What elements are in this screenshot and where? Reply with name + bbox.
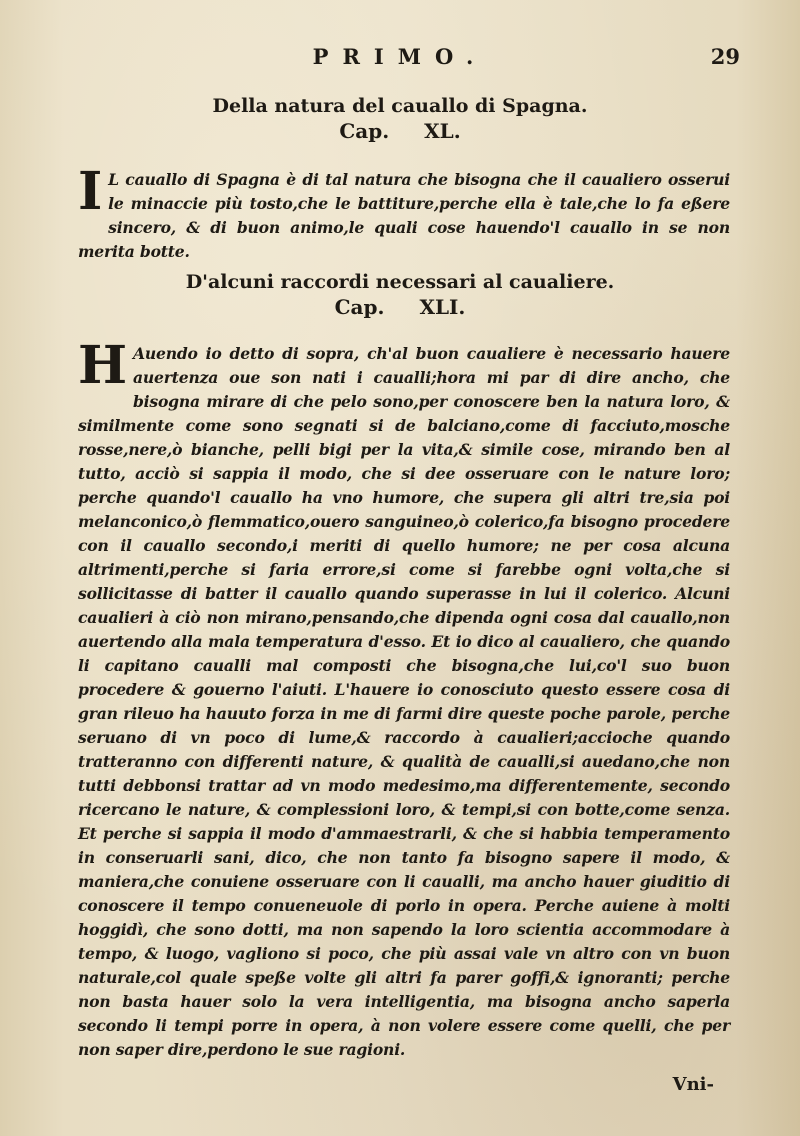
chapter-40-cap [0,119,800,143]
page-number: 29 [710,44,740,69]
chapter-41-body [78,335,730,1062]
chapter-41-cap-label: Cap. [334,295,385,319]
catchword: Vni- [672,1074,714,1095]
chapter-41-cap-number: XLI. [419,295,466,319]
chapter-40-title: Della natura del cauallo di Spagna. [212,95,588,117]
chapter-41-text: Auendo io detto di sopra, ch'al buon caualiere è necessario hauere auertenza oue son nati i caualli;hora mi par di dire ancho, che bisogna mirare di che pelo sono,per conoscere ben la natura loro, & similmente come sono segnati si de balciano,come di facciuto,mosche rosse,nere,ò bianche, pelli bigi per la vita,& simile cose, mirando ben al tutto, acciò si sappia il modo, che si dee osseruare con le nature loro; perche quando'l cauallo ha vno humore, che supera gli altri tre,sia poi melanconico,ò flemmatico,ouero sanguineo,ò colerico,fa bisogno procedere con il cauallo secondo,i meriti di quello humore; ne per cosa alcuna altrimenti,perche si faria errore,si come si farebbe ogni volta,che si sollicitasse di batter il cauallo quando superasse in lui il colerico. Alcuni caualieri à ciò non mirano,pensando,che dipenda ogni cosa dal cauallo,non auertendo alla mala temperatura d'esso. Et io dico al caualiero, che quando li capitano caualli mal composti che bisogna,che lui,co'l suo buon procedere & gouerno l'aiuti. L'hauere io conosciuto questo essere cosa di gran rileuo ha hauuto forza in me di farmi dire queste poche parole, perche seruano di vn poco di lume,& raccordo à caualieri;accioche quando tratteranno con differenti nature, & qualità de caualli,si auedano,che non tutti debbonsi trattar ad vn modo medesimo,ma differentemente, secondo ricercano le nature, & complessioni loro, & tempi,si con botte,come senza. Et perche si sappia il modo d'ammaestrarli, & che si habbia temperamento in conseruarli sani, dico, che non tanto fa bisogno sapere il modo, & maniera,che conuiene osseruare con li caualli, ma ancho hauer giuditio di conoscere il tempo conueneuole di porlo in opera. Perche auiene à molti hoggidì, che sono dotti, ma non sapendo la loro scientia accommodare à tempo, & luogo, vagliono si poco, che più assai vale vn altro con vn buon naturale,col quale speße volte gli altri fa parer goffi,& ignoranti; perche non basta hauer solo la vera intelligentia, ma bisogna ancho saperla secondo li tempi porre in opera, à non volere essere come quelli, che per non saper dire,perdono le sue ragioni. [78,344,730,1059]
chapter-40-text: L cauallo di Spagna è di tal natura che bisogna che il caualiero osserui le minaccie più tosto,che le battiture,perche ella è tale,che lo fa eßere sincero, & di buon animo,le quali cose hauendo'l cauallo in se non merita botte. [78,170,730,261]
chapter-41-cap [0,295,800,319]
chapter-41-dropcap: H [78,335,127,396]
chapter-40-cap-number: XL. [424,119,461,143]
chapter-40-cap-label: Cap. [339,119,390,143]
chapter-40-body [78,161,730,264]
chapter-40-dropcap: I [78,161,103,222]
chapter-41-title: D'alcuni raccordi necessari al caualiere. [185,271,615,293]
running-title: PRIMO. [312,44,488,69]
